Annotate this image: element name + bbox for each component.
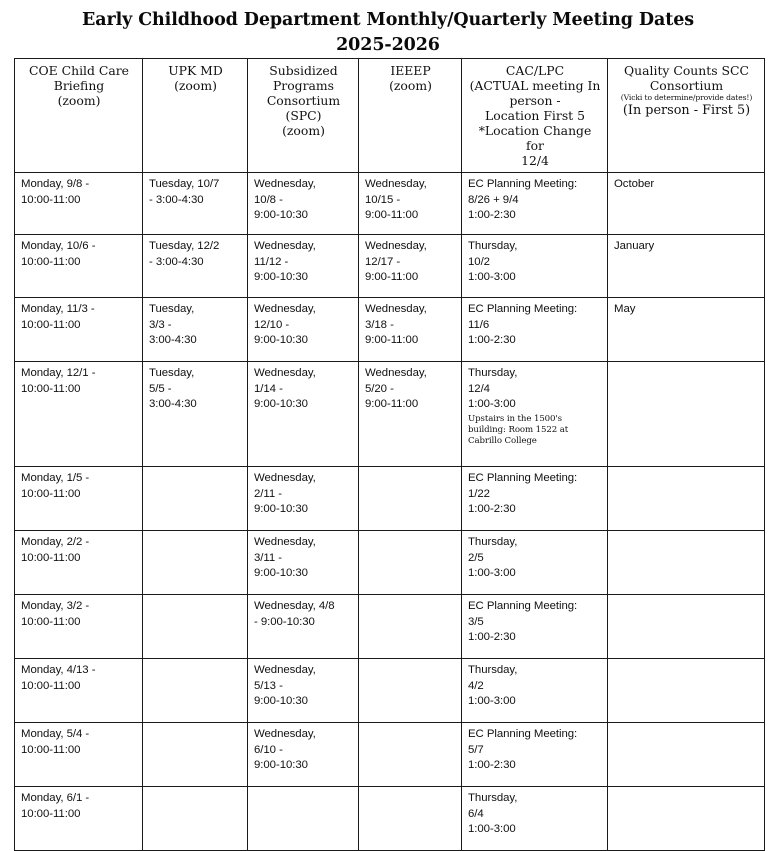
cell-coe-child-care-briefing: [15, 595, 143, 659]
column-header-line: CAC/LPC: [505, 63, 565, 78]
cell-coe-child-care-briefing: [15, 235, 143, 298]
cell-line: 3/3 -: [149, 318, 172, 331]
cell-cac-lpc: [462, 723, 608, 787]
cell-line: 1/22: [468, 487, 490, 500]
cell-subsidized-programs-consortium: [248, 531, 359, 595]
cell-line: 3:00-4:30: [149, 398, 197, 411]
cell-coe-child-care-briefing: [15, 362, 143, 467]
cell-line: - 3:00-4:30: [149, 193, 204, 206]
cell-line: 9:00-10:30: [254, 759, 308, 772]
cell-line: 1:00-3:00: [468, 567, 516, 580]
cell-line: Tuesday, 12/2: [149, 240, 220, 252]
table-row: [15, 723, 765, 787]
cell-line: Wednesday,: [254, 367, 316, 379]
cell-line: 3/5: [468, 615, 484, 628]
cell-line: Tuesday,: [149, 367, 195, 379]
cell-ieeep: [359, 723, 462, 787]
column-header-line: Location First 5: [485, 108, 585, 123]
cell-line: Wednesday, 4/8: [254, 600, 335, 612]
cell-line: Thursday,: [468, 240, 518, 252]
cell-line: 1:00-2:30: [468, 631, 516, 644]
column-header-coe-child-care-briefing: [15, 59, 143, 173]
cell-line: EC Planning Meeting:: [468, 600, 578, 612]
column-header-line: (zoom): [57, 93, 101, 108]
cell-line: 2/5: [468, 551, 484, 564]
cell-coe-child-care-briefing: [15, 173, 143, 235]
cell-quality-counts-scc-consortium: [608, 723, 765, 787]
cell-line: 1:00-2:30: [468, 503, 516, 516]
cell-line: 9:00-10:30: [254, 334, 308, 347]
cell-cac-lpc: [462, 362, 608, 467]
cell-line: Wednesday,: [365, 178, 427, 190]
column-header-line: (zoom): [174, 78, 217, 93]
cell-line: Monday, 5/4 -: [21, 728, 90, 740]
cell-line: Wednesday,: [365, 367, 427, 379]
cell-line: Wednesday,: [254, 664, 316, 676]
cell-quality-counts-scc-consortium: [608, 659, 765, 723]
cell-cac-lpc: [462, 595, 608, 659]
cell-line: - 3:00-4:30: [149, 255, 204, 268]
cell-line: EC Planning Meeting:: [468, 728, 578, 740]
cell-ieeep: [359, 362, 462, 467]
cell-cac-lpc: [462, 173, 608, 235]
column-header-quality-counts-scc-consortium: [608, 59, 765, 173]
cell-subsidized-programs-consortium: [248, 787, 359, 851]
cell-cac-lpc: [462, 298, 608, 362]
cell-line: EC Planning Meeting:: [468, 303, 578, 315]
cell-line: Wednesday,: [254, 472, 316, 484]
cell-line: 9:00-10:30: [254, 695, 308, 708]
cell-coe-child-care-briefing: [15, 787, 143, 851]
table-row: [15, 235, 765, 298]
cell-line: 12/4: [468, 382, 490, 395]
cell-upk-md: [143, 595, 248, 659]
cell-ieeep: [359, 531, 462, 595]
cell-line: 1/14 -: [254, 382, 283, 395]
cell-upk-md: [143, 659, 248, 723]
column-header-line: COE Child Care: [28, 63, 129, 78]
cell-line: 9:00-10:30: [254, 567, 308, 580]
table-header: [15, 59, 765, 173]
cell-quality-counts-scc-consortium: [608, 595, 765, 659]
column-header-cac-lpc: [462, 59, 608, 173]
cell-line: 11/6: [468, 318, 490, 331]
cell-line: 1:00-2:30: [468, 334, 516, 347]
cell-line: 10:00-11:00: [21, 743, 81, 756]
cell-location-note: Upstairs in the 1500's building: Room 1522 at Cabrillo College: [468, 413, 569, 447]
cell-upk-md: [143, 298, 248, 362]
cell-ieeep: [359, 235, 462, 298]
cell-line: EC Planning Meeting:: [468, 472, 578, 484]
cell-cac-lpc: [462, 235, 608, 298]
cell-line: Wednesday,: [254, 240, 316, 252]
cell-line: 12/10 -: [254, 318, 290, 331]
cell-ieeep: [359, 787, 462, 851]
cell-line: Wednesday,: [254, 178, 316, 190]
cell-line: 9:00-11:00: [365, 398, 419, 411]
column-header-subsidized-programs-consortium: [248, 59, 359, 173]
cell-line: 3/11 -: [254, 551, 282, 564]
cell-line: 6/10 -: [254, 743, 283, 756]
page-title-line1: Early Childhood Department Monthly/Quarterly Meeting Dates: [82, 10, 694, 30]
column-header-line: Programs: [272, 78, 335, 93]
cell-subsidized-programs-consortium: [248, 659, 359, 723]
cell-subsidized-programs-consortium: [248, 235, 359, 298]
column-header-line: Consortium: [266, 93, 341, 108]
cell-quality-counts-scc-consortium: [608, 298, 765, 362]
column-header-line: Quality Counts SCC: [624, 63, 749, 78]
cell-line: 5/5 -: [149, 382, 172, 395]
cell-line: Monday, 1/5 -: [21, 472, 90, 484]
cell-line: 6/4: [468, 807, 484, 820]
cell-quality-counts-scc-consortium: [608, 173, 765, 235]
cell-ieeep: [359, 467, 462, 531]
column-header-line: (ACTUAL meeting In: [469, 78, 601, 93]
cell-line: 11/12 -: [254, 255, 289, 268]
cell-line: Tuesday, 10/7: [149, 178, 220, 190]
meeting-dates-table-wrapper: [14, 58, 764, 851]
column-header-note: (Vicki to determine/provide dates!): [620, 93, 753, 102]
column-header-line: IEEEP: [390, 63, 431, 78]
cell-line: Thursday,: [468, 792, 518, 804]
table-body: [15, 173, 765, 851]
table-row: [15, 787, 765, 851]
cell-upk-md: [143, 362, 248, 467]
cell-line: 1:00-2:30: [468, 209, 516, 222]
column-header-line: Consortium: [649, 78, 724, 93]
cell-line: 5/13 -: [254, 679, 283, 692]
table-row: [15, 595, 765, 659]
cell-quality-counts-scc-consortium: [608, 362, 765, 467]
column-header-line: 12/4: [521, 153, 549, 168]
cell-line: 9:00-10:30: [254, 398, 308, 411]
cell-line: 10/2: [468, 255, 490, 268]
column-header-line: UPK MD: [168, 63, 223, 78]
column-header-subtitle: (In person - First 5): [622, 103, 751, 118]
cell-line: October: [614, 178, 655, 190]
column-header-line: (zoom): [389, 78, 432, 93]
cell-line: Monday, 4/13 -: [21, 664, 96, 676]
cell-line: 10/15 -: [365, 193, 401, 206]
cell-line: 1:00-3:00: [468, 823, 516, 836]
cell-line: 3:00-4:30: [149, 334, 197, 347]
cell-subsidized-programs-consortium: [248, 723, 359, 787]
cell-line: May: [614, 303, 636, 315]
column-header-line: person -: [509, 93, 561, 108]
cell-line: EC Planning Meeting:: [468, 178, 578, 190]
table-row: [15, 467, 765, 531]
cell-line: 9:00-11:00: [365, 209, 419, 222]
page-title: [0, 0, 776, 58]
column-header-line: Briefing: [53, 78, 105, 93]
cell-line: 1:00-3:00: [468, 398, 516, 411]
cell-subsidized-programs-consortium: [248, 362, 359, 467]
cell-line: 10:00-11:00: [21, 318, 81, 331]
cell-cac-lpc: [462, 659, 608, 723]
cell-line: 12/17 -: [365, 255, 401, 268]
cell-line: Wednesday,: [365, 303, 427, 315]
cell-upk-md: [143, 235, 248, 298]
cell-line: 1:00-3:00: [468, 271, 516, 284]
cell-coe-child-care-briefing: [15, 298, 143, 362]
table-row: [15, 531, 765, 595]
cell-line: Monday, 12/1 -: [21, 367, 96, 379]
cell-line: Monday, 11/3 -: [21, 303, 95, 315]
cell-coe-child-care-briefing: [15, 531, 143, 595]
cell-line: Thursday,: [468, 536, 518, 548]
page-title-line2: 2025-2026: [336, 35, 440, 55]
cell-upk-md: [143, 787, 248, 851]
cell-quality-counts-scc-consortium: [608, 467, 765, 531]
cell-upk-md: [143, 531, 248, 595]
cell-line: Wednesday,: [254, 728, 316, 740]
cell-line: 10:00-11:00: [21, 551, 81, 564]
column-header-line: (SPC): [285, 108, 322, 123]
cell-line: 9:00-11:00: [365, 271, 419, 284]
cell-line: 10:00-11:00: [21, 807, 81, 820]
cell-coe-child-care-briefing: [15, 659, 143, 723]
cell-upk-md: [143, 467, 248, 531]
cell-subsidized-programs-consortium: [248, 298, 359, 362]
cell-line: Monday, 6/1 -: [21, 792, 90, 804]
cell-line: 8/26 + 9/4: [468, 193, 519, 206]
cell-cac-lpc: [462, 467, 608, 531]
cell-ieeep: [359, 298, 462, 362]
table-row: [15, 173, 765, 235]
column-header-line: *Location Change for: [478, 123, 592, 153]
cell-line: 10/8 -: [254, 193, 283, 206]
cell-line: Thursday,: [468, 367, 518, 379]
cell-line: - 9:00-10:30: [254, 615, 315, 628]
cell-line: 10:00-11:00: [21, 382, 81, 395]
cell-line: 1:00-2:30: [468, 759, 516, 772]
cell-ieeep: [359, 173, 462, 235]
cell-coe-child-care-briefing: [15, 467, 143, 531]
cell-line: Monday, 10/6 -: [21, 240, 96, 252]
column-header-ieeep: [359, 59, 462, 173]
cell-cac-lpc: [462, 787, 608, 851]
cell-line: 1:00-3:00: [468, 695, 516, 708]
cell-cac-lpc: [462, 531, 608, 595]
cell-line: 9:00-10:30: [254, 271, 308, 284]
cell-subsidized-programs-consortium: [248, 595, 359, 659]
cell-line: Monday, 3/2 -: [21, 600, 90, 612]
cell-line: 10:00-11:00: [21, 615, 81, 628]
cell-quality-counts-scc-consortium: [608, 787, 765, 851]
cell-line: Tuesday,: [149, 303, 195, 315]
cell-line: 5/7: [468, 743, 484, 756]
cell-line: Wednesday,: [254, 536, 316, 548]
cell-line: Thursday,: [468, 664, 518, 676]
column-header-line: Subsidized: [269, 63, 338, 78]
cell-line: 9:00-10:30: [254, 209, 308, 222]
cell-line: Wednesday,: [365, 240, 427, 252]
cell-upk-md: [143, 723, 248, 787]
table-row: [15, 298, 765, 362]
cell-line: 10:00-11:00: [21, 255, 81, 268]
cell-line: 10:00-11:00: [21, 679, 81, 692]
cell-upk-md: [143, 173, 248, 235]
cell-line: January: [614, 240, 655, 252]
cell-line: 4/2: [468, 679, 484, 692]
cell-line: Wednesday,: [254, 303, 316, 315]
cell-subsidized-programs-consortium: [248, 173, 359, 235]
cell-line: 3/18 -: [365, 318, 394, 331]
cell-line: 10:00-11:00: [21, 193, 81, 206]
cell-line: Monday, 9/8 -: [21, 178, 90, 190]
cell-line: 10:00-11:00: [21, 487, 81, 500]
cell-line: 5/20 -: [365, 382, 394, 395]
table-row: [15, 362, 765, 467]
column-header-upk-md: [143, 59, 248, 173]
cell-line: 2/11 -: [254, 487, 282, 500]
table-header-row: [15, 59, 765, 173]
cell-quality-counts-scc-consortium: [608, 235, 765, 298]
cell-coe-child-care-briefing: [15, 723, 143, 787]
cell-line: 9:00-10:30: [254, 503, 308, 516]
cell-ieeep: [359, 595, 462, 659]
cell-line: Monday, 2/2 -: [21, 536, 90, 548]
column-header-line: (zoom): [282, 123, 325, 138]
table-row: [15, 659, 765, 723]
cell-quality-counts-scc-consortium: [608, 531, 765, 595]
meeting-dates-table: [14, 58, 765, 851]
cell-line: 9:00-11:00: [365, 334, 419, 347]
cell-subsidized-programs-consortium: [248, 467, 359, 531]
cell-ieeep: [359, 659, 462, 723]
